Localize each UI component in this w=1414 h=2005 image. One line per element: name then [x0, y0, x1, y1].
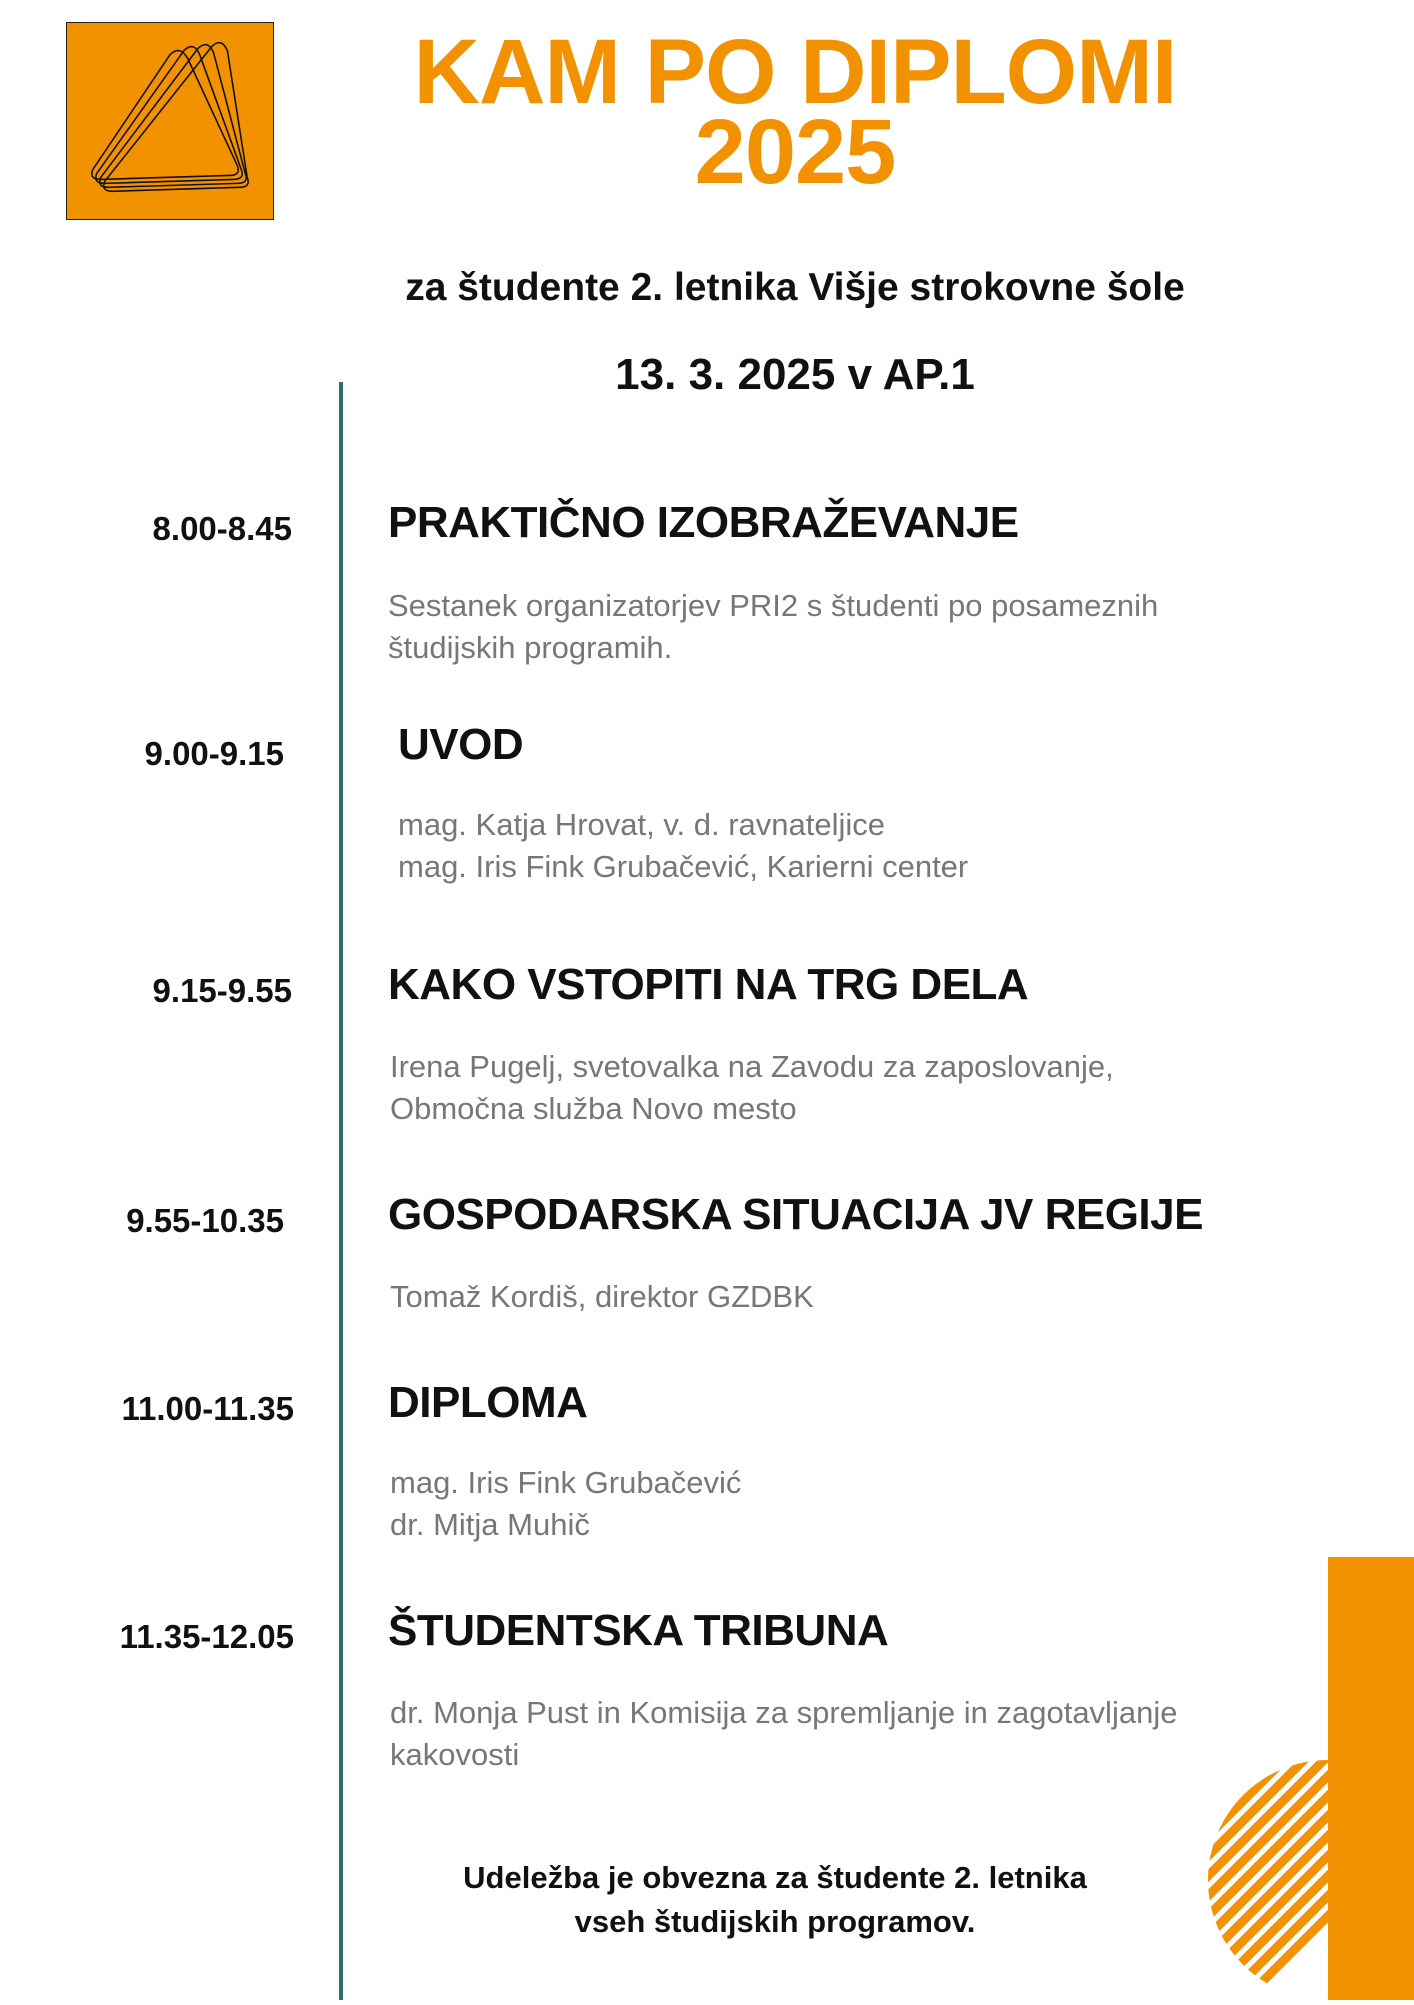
schedule-desc-6-line-2: kakovosti — [390, 1737, 520, 1772]
schedule-time-5: 11.00-11.35 — [121, 1390, 294, 1427]
event-date-location: 13. 3. 2025 v AP.1 — [615, 350, 975, 399]
subtitle: za študente 2. letnika Višje strokovne šole — [405, 266, 1185, 309]
schedule-desc-5-line-2: dr. Mitja Muhič — [390, 1507, 590, 1542]
schedule-title-2: UVOD — [398, 720, 524, 769]
schedule-title-3: KAKO VSTOPITI NA TRG DELA — [388, 960, 1029, 1009]
schedule-desc-3-line-2: Območna služba Novo mesto — [390, 1091, 797, 1126]
schedule-desc-1-line-1: Sestanek organizatorjev PRI2 s študenti po posameznih — [388, 588, 1159, 623]
schedule-desc-4-line-1: Tomaž Kordiš, direktor GZDBK — [390, 1279, 814, 1314]
schedule-desc-6 — [390, 1692, 1290, 1776]
schedule-title-5: DIPLOMA — [388, 1378, 588, 1427]
title-line-2: 2025 — [694, 101, 896, 203]
schedule-time-4: 9.55-10.35 — [126, 1202, 284, 1239]
schedule-time-6: 11.35-12.05 — [119, 1618, 294, 1655]
schedule-desc-2-line-1: mag. Katja Hrovat, v. d. ravnateljice — [398, 807, 886, 842]
schedule-title-4: GOSPODARSKA SITUACIJA JV REGIJE — [388, 1190, 1203, 1239]
schedule-desc-4 — [390, 1276, 1290, 1318]
logo-triangle-icon — [66, 22, 274, 220]
schedule-desc-5 — [390, 1462, 1290, 1546]
title-line-1: KAM PO DIPLOMI — [413, 21, 1177, 123]
striped-circle-icon — [1204, 1760, 1328, 2000]
schedule-desc-2-line-2: mag. Iris Fink Grubačević, Karierni center — [398, 849, 969, 884]
schedule-time-3: 9.15-9.55 — [152, 972, 292, 1009]
schedule-desc-1-line-2: študijskih programih. — [388, 630, 673, 665]
attendance-note-line-1: Udeležba je obvezna za študente 2. letnika — [463, 1860, 1087, 1895]
schedule-desc-5-line-1: mag. Iris Fink Grubačević — [390, 1465, 742, 1500]
schedule-title-1: PRAKTIČNO IZOBRAŽEVANJE — [388, 498, 1019, 547]
schedule-desc-6-line-1: dr. Monja Pust in Komisija za spremljanje in zagotavljanje — [390, 1695, 1178, 1730]
schedule-desc-2 — [398, 804, 1298, 888]
attendance-note — [360, 1856, 1190, 1944]
orange-side-bar — [1328, 1557, 1414, 2000]
page-title — [380, 21, 1210, 203]
schedule-time-2: 9.00-9.15 — [144, 735, 284, 772]
schedule-desc-3 — [390, 1046, 1290, 1130]
timeline-divider — [339, 382, 343, 2000]
schedule-title-6: ŠTUDENTSKA TRIBUNA — [388, 1606, 889, 1655]
schedule-desc-1 — [388, 585, 1288, 669]
schedule-time-1: 8.00-8.45 — [152, 510, 292, 547]
attendance-note-line-2: vseh študijskih programov. — [574, 1904, 976, 1939]
schedule-desc-3-line-1: Irena Pugelj, svetovalka na Zavodu za zaposlovanje, — [390, 1049, 1114, 1084]
